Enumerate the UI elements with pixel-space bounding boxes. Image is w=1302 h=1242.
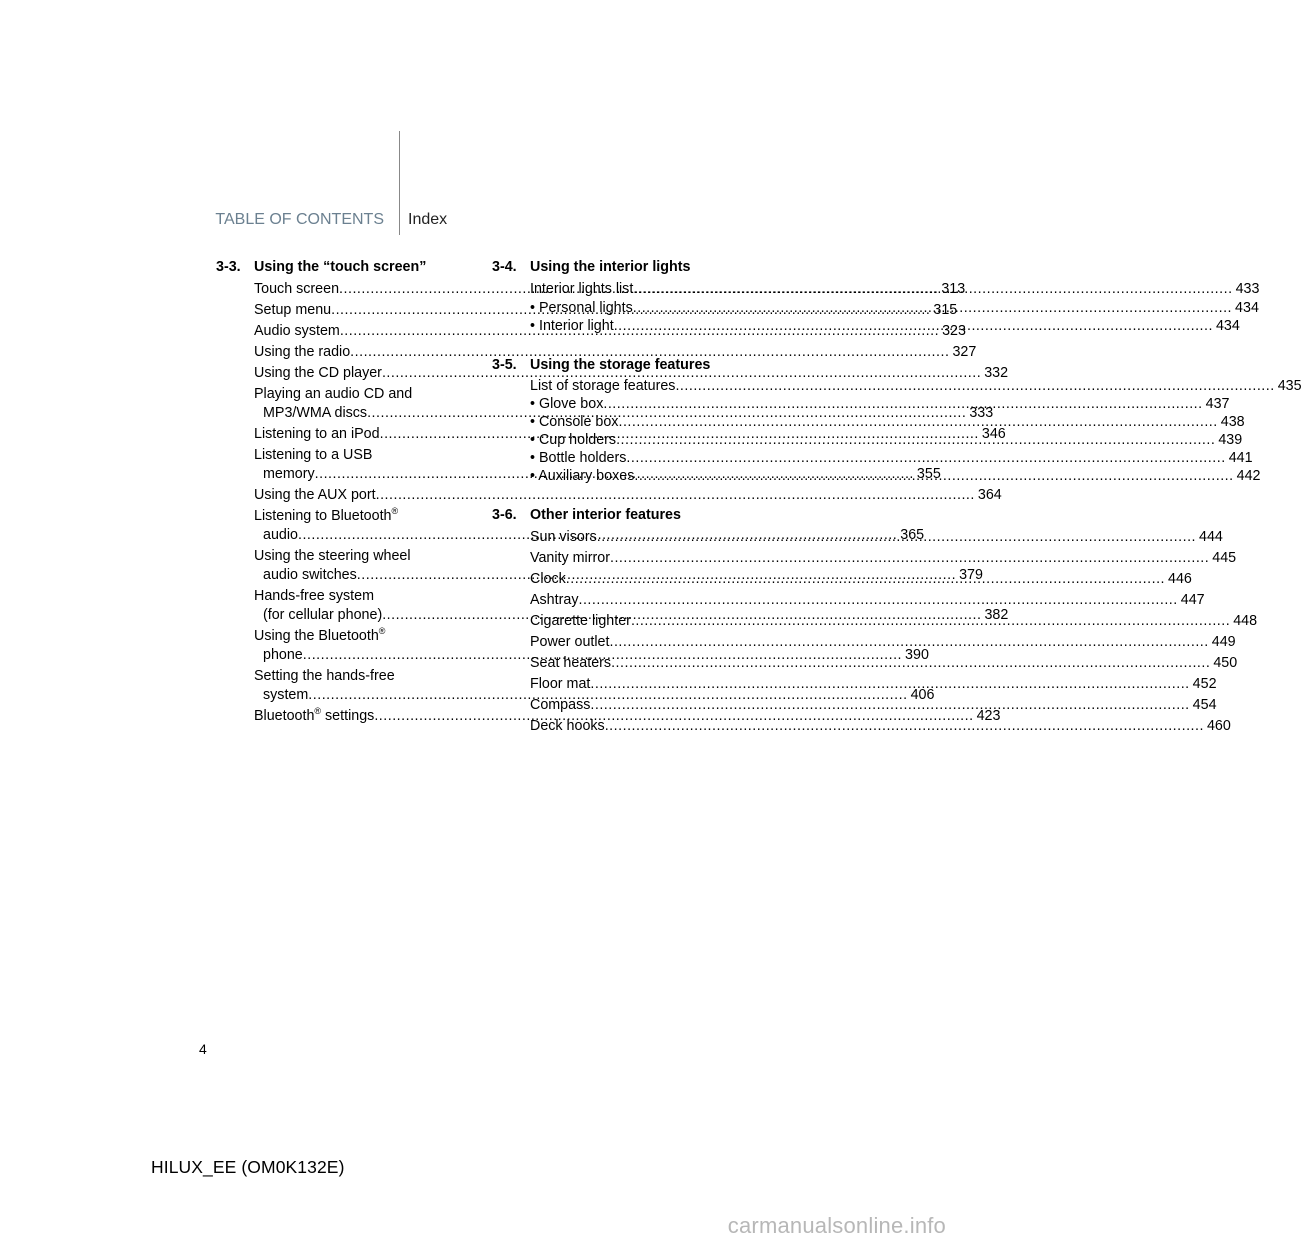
section-number: 3-4. bbox=[492, 259, 517, 275]
entry-label-text: Compass bbox=[530, 697, 591, 713]
page-ref: 313 bbox=[941, 281, 966, 297]
entry-label-text: Interior lights list bbox=[530, 281, 634, 297]
entry-label bbox=[263, 567, 357, 583]
entry-title-line bbox=[254, 587, 466, 606]
registered-mark: ® bbox=[378, 626, 386, 636]
page-ref: 433 bbox=[1235, 281, 1260, 297]
entry-label-text: Cigarette lighter bbox=[530, 613, 631, 629]
entry-title-line bbox=[254, 385, 466, 404]
entry-label-text: Clock bbox=[530, 571, 566, 587]
page-ref: 323 bbox=[942, 323, 966, 339]
page-ref: 435 bbox=[1277, 378, 1302, 394]
entry-title-text: Playing an audio CD and bbox=[254, 386, 413, 402]
entry-label-text: Using the CD player bbox=[254, 365, 382, 381]
toc-entry[interactable] bbox=[254, 486, 1002, 505]
page-ref: 444 bbox=[1199, 529, 1223, 545]
dot-leader bbox=[605, 717, 1204, 736]
dot-leader bbox=[618, 413, 1217, 431]
page-ref: 441 bbox=[1228, 450, 1253, 466]
registered-mark: ® bbox=[391, 506, 399, 516]
entry-label bbox=[530, 570, 566, 589]
section-number: 3-6. bbox=[492, 507, 517, 523]
entry-title-line bbox=[254, 446, 466, 465]
toc-entry[interactable] bbox=[530, 696, 1217, 715]
page-ref: 454 bbox=[1192, 697, 1217, 713]
entry-label-text: Sun visors bbox=[530, 529, 597, 545]
entry-title-line bbox=[254, 547, 466, 566]
entry-label-text: memory bbox=[263, 466, 315, 482]
entry-label bbox=[263, 647, 303, 663]
dot-leader bbox=[611, 654, 1210, 673]
document-code: HILUX_EE (OM0K132E) bbox=[151, 1157, 345, 1177]
toc-entry[interactable] bbox=[530, 717, 1231, 736]
entry-line bbox=[530, 449, 1253, 467]
dot-leader bbox=[566, 570, 1165, 589]
section-heading bbox=[216, 257, 466, 278]
top-navigation bbox=[0, 211, 960, 235]
page-ref: 448 bbox=[1233, 613, 1258, 629]
entry-label-text: • Cup holders bbox=[530, 432, 617, 448]
entry-label bbox=[254, 343, 350, 362]
entry-label bbox=[530, 633, 609, 652]
page-ref: 364 bbox=[977, 487, 1002, 503]
page-ref: 437 bbox=[1205, 396, 1230, 412]
page-ref: 365 bbox=[900, 527, 925, 543]
entry-label bbox=[263, 405, 367, 421]
page-ref: 434 bbox=[1215, 318, 1240, 334]
entry-label bbox=[254, 425, 380, 444]
dot-leader bbox=[616, 431, 1215, 449]
page-ref: 406 bbox=[910, 687, 935, 703]
entry-label-tail: settings bbox=[321, 708, 375, 724]
index-link[interactable]: Index bbox=[408, 211, 448, 228]
section-title: Using the storage features bbox=[530, 357, 711, 373]
entry-label-text: • Personal lights bbox=[530, 300, 633, 316]
section-number: 3-3. bbox=[216, 259, 241, 275]
dot-leader bbox=[597, 528, 1196, 547]
page-ref: 382 bbox=[984, 607, 1009, 623]
dot-leader bbox=[603, 395, 1202, 413]
registered-mark: ® bbox=[314, 706, 322, 716]
entry-line bbox=[530, 675, 1217, 694]
entry-label-text: Setup menu bbox=[254, 302, 332, 318]
entry-label-text: Using the radio bbox=[254, 344, 351, 360]
page-ref: 460 bbox=[1206, 718, 1231, 734]
toc-entry[interactable] bbox=[530, 591, 1205, 610]
page-ref: 445 bbox=[1212, 550, 1237, 566]
page-ref: 446 bbox=[1168, 571, 1192, 587]
dot-leader bbox=[578, 591, 1177, 610]
entry-label bbox=[254, 280, 339, 299]
toc-entry[interactable] bbox=[530, 377, 1302, 395]
entry-title-line bbox=[254, 627, 466, 646]
entry-label bbox=[263, 527, 298, 543]
entry-label-text: audio bbox=[263, 527, 298, 543]
page-ref: 442 bbox=[1236, 468, 1261, 484]
page-ref: 439 bbox=[1218, 432, 1243, 448]
page-ref: 390 bbox=[905, 647, 929, 663]
entry-label-text: audio switches bbox=[263, 567, 357, 583]
table-of-contents-link[interactable]: TABLE OF CONTENTS bbox=[215, 211, 384, 228]
entry-label bbox=[254, 364, 382, 383]
section-title: Using the interior lights bbox=[530, 259, 691, 275]
section-number: 3-5. bbox=[492, 357, 517, 373]
entry-label-text: phone bbox=[263, 647, 303, 663]
section-title: Using the “touch screen” bbox=[254, 259, 427, 275]
entry-label bbox=[530, 377, 675, 395]
entry-label bbox=[263, 607, 382, 623]
entry-label-text: (for cellular phone) bbox=[263, 607, 383, 623]
entry-label-text: • Interior light bbox=[530, 318, 614, 334]
entry-title-text: Listening to a USB bbox=[254, 447, 373, 463]
entry-line bbox=[530, 633, 1236, 652]
dot-leader bbox=[626, 449, 1225, 467]
dot-leader bbox=[590, 675, 1189, 694]
entry-label-text: Bluetooth bbox=[254, 708, 315, 724]
entry-label-text: Vanity mirror bbox=[530, 550, 610, 566]
entry-label bbox=[263, 687, 308, 703]
entry-label bbox=[530, 413, 618, 431]
entry-line bbox=[254, 486, 1002, 505]
toc-entry[interactable] bbox=[254, 343, 977, 362]
entry-label-text: Audio system bbox=[254, 323, 340, 339]
entry-title-line bbox=[254, 667, 466, 686]
dot-leader bbox=[633, 280, 1232, 299]
entry-label-text: MP3/WMA discs bbox=[263, 405, 368, 421]
dot-leader bbox=[675, 377, 1274, 395]
entry-label bbox=[530, 395, 603, 413]
page-ref: 315 bbox=[933, 302, 958, 318]
dot-leader bbox=[633, 299, 1232, 317]
entry-label-text: Floor mat bbox=[530, 676, 591, 692]
watermark: carmanualsonline.info bbox=[727, 1213, 946, 1238]
section-heading bbox=[492, 355, 742, 376]
entry-label-text: Seat heaters bbox=[530, 655, 612, 671]
entry-label bbox=[530, 549, 610, 568]
dot-leader bbox=[614, 317, 1213, 335]
entry-label bbox=[254, 707, 374, 726]
entry-title-line bbox=[254, 507, 466, 526]
dot-leader bbox=[609, 633, 1208, 652]
entry-line bbox=[530, 549, 1237, 568]
entry-label bbox=[530, 431, 616, 449]
entry-line bbox=[530, 377, 1302, 395]
entry-label-text: • Console box bbox=[530, 414, 619, 430]
section-title: Other interior features bbox=[530, 507, 681, 523]
page-ref: 332 bbox=[984, 365, 1009, 381]
entry-line bbox=[530, 591, 1205, 610]
entry-label bbox=[254, 301, 331, 320]
entry-title-text: Hands-free system bbox=[254, 588, 374, 604]
toc-entry[interactable] bbox=[530, 633, 1236, 652]
entry-label bbox=[530, 299, 633, 317]
dot-leader bbox=[634, 467, 1233, 485]
entry-title-text: Listening to Bluetooth bbox=[254, 508, 392, 524]
entry-label bbox=[530, 467, 634, 485]
entry-label bbox=[530, 717, 605, 736]
entry-label-text: • Glove box bbox=[530, 396, 604, 412]
page-ref: 449 bbox=[1211, 634, 1236, 650]
entry-line bbox=[254, 343, 977, 362]
entry-label-text: • Bottle holders bbox=[530, 450, 627, 466]
entry-label bbox=[530, 612, 631, 631]
entry-label-text: Ashtray bbox=[530, 592, 579, 608]
entry-label bbox=[530, 654, 611, 673]
page-ref: 447 bbox=[1180, 592, 1205, 608]
entry-label bbox=[254, 322, 340, 341]
entry-label bbox=[530, 449, 626, 467]
page-ref: 355 bbox=[916, 466, 941, 482]
toc-entry[interactable] bbox=[530, 449, 1253, 467]
entry-label-text: Listening to an iPod bbox=[254, 426, 380, 442]
entry-label-text: Using the AUX port bbox=[254, 487, 376, 503]
entry-label bbox=[530, 696, 590, 715]
page-ref: 333 bbox=[969, 405, 994, 421]
entry-label bbox=[530, 280, 633, 299]
entry-title-text: Setting the hands-free bbox=[254, 668, 395, 684]
entry-label bbox=[530, 528, 597, 547]
entry-label-text: Power outlet bbox=[530, 634, 610, 650]
toc-entry[interactable] bbox=[530, 675, 1217, 694]
toc-entry[interactable] bbox=[530, 549, 1237, 568]
page-ref: 423 bbox=[976, 708, 1001, 724]
entry-label bbox=[530, 675, 590, 694]
entry-label-text: system bbox=[263, 687, 309, 703]
entry-label bbox=[530, 317, 614, 335]
dot-leader bbox=[610, 549, 1209, 568]
dot-leader bbox=[590, 696, 1189, 715]
entry-label-text: Touch screen bbox=[254, 281, 340, 297]
entry-line bbox=[530, 696, 1217, 715]
entry-label bbox=[263, 466, 315, 482]
page-ref: 327 bbox=[952, 344, 977, 360]
entry-label-text: List of storage features bbox=[530, 378, 676, 394]
entry-label-text: • Auxiliary boxes bbox=[530, 468, 635, 484]
page-ref: 452 bbox=[1192, 676, 1217, 692]
page-ref: 346 bbox=[981, 426, 1006, 442]
nav-divider bbox=[399, 131, 400, 235]
page-ref: 450 bbox=[1213, 655, 1238, 671]
entry-label bbox=[254, 486, 376, 505]
entry-label bbox=[530, 591, 578, 610]
section-heading bbox=[492, 257, 742, 278]
entry-title-text: Using the Bluetooth bbox=[254, 628, 379, 644]
page-ref: 438 bbox=[1220, 414, 1245, 430]
page-number: 4 bbox=[199, 1041, 207, 1057]
page-ref: 379 bbox=[959, 567, 983, 583]
entry-title-text: Using the steering wheel bbox=[254, 548, 411, 564]
dot-leader bbox=[631, 612, 1230, 631]
page-ref: 434 bbox=[1235, 300, 1259, 316]
section-heading bbox=[492, 505, 742, 526]
entry-line bbox=[530, 717, 1231, 736]
entry-label-text: Deck hooks bbox=[530, 718, 605, 734]
